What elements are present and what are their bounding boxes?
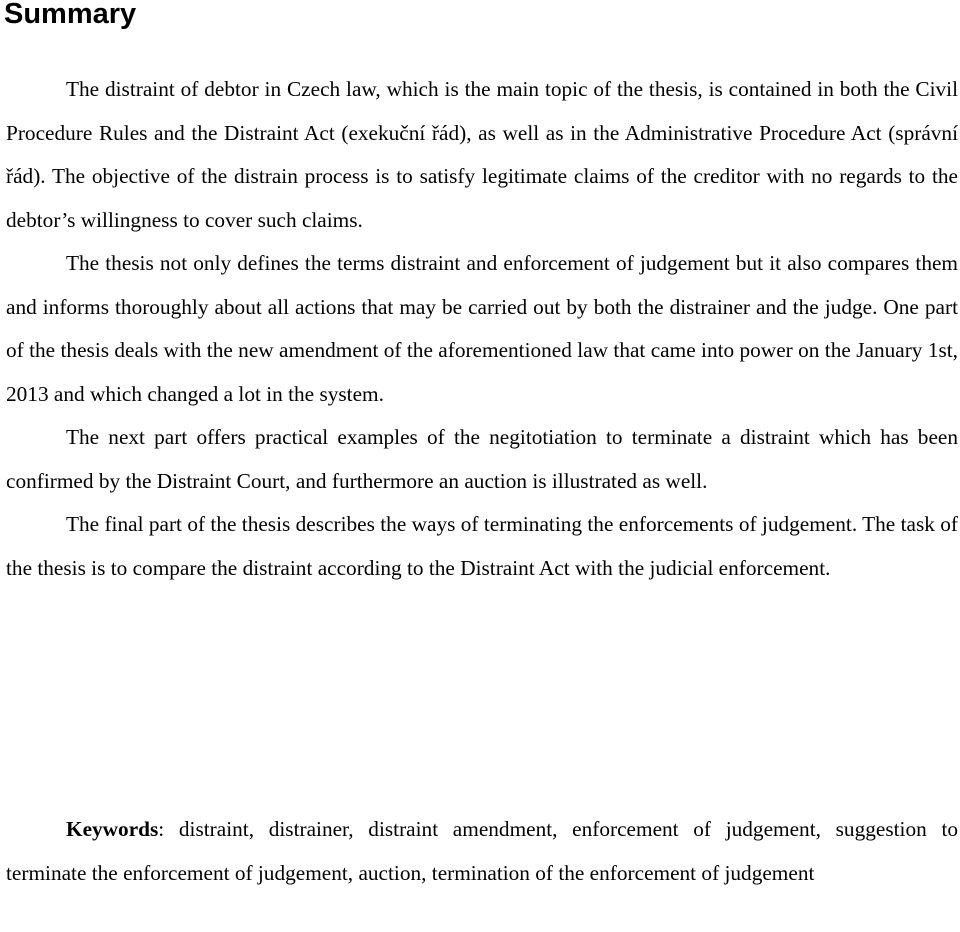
- page-title: Summary: [4, 0, 137, 30]
- paragraph-1: The distraint of debtor in Czech law, which is the main topic of the thesis, is contained in both the Civil Procedure Rules and the Distraint Act (exekuční řád), as well as in the Administrative Procedure Act (správní řád). The objective of the distrain process is to satisfy legitimate claims of the creditor with no regards to the debtor’s willingness to cover such claims.: [6, 77, 958, 232]
- keywords-separator: :: [158, 817, 179, 841]
- paragraph-2: The thesis not only defines the terms distraint and enforcement of judgement but it also compares them and informs thoroughly about all actions that may be carried out by both the distrainer and the judge. One part of the thesis deals with the new amendment of the aforementioned law that came into power on the January 1st, 2013 and which changed a lot in the system.: [6, 251, 958, 406]
- keywords-label: Keywords: [66, 817, 159, 841]
- keywords-text: distraint, distrainer, distraint amendment, enforcement of judgement, suggestion to terminate the enforcement of judgement, auction, termination of the enforcement of judgement: [6, 817, 959, 885]
- paragraph-3: The next part offers practical examples of the negitotiation to terminate a distraint which has been confirmed by the Distraint Court, and furthermore an auction is illustrated as well.: [6, 425, 958, 493]
- paragraph-4: The final part of the thesis describes the ways of terminating the enforcements of judgement. The task of the thesis is to compare the distraint according to the Distraint Act with the judicial enforcement.: [6, 512, 958, 580]
- summary-body: [6, 68, 958, 590]
- keywords-paragraph: [6, 808, 958, 895]
